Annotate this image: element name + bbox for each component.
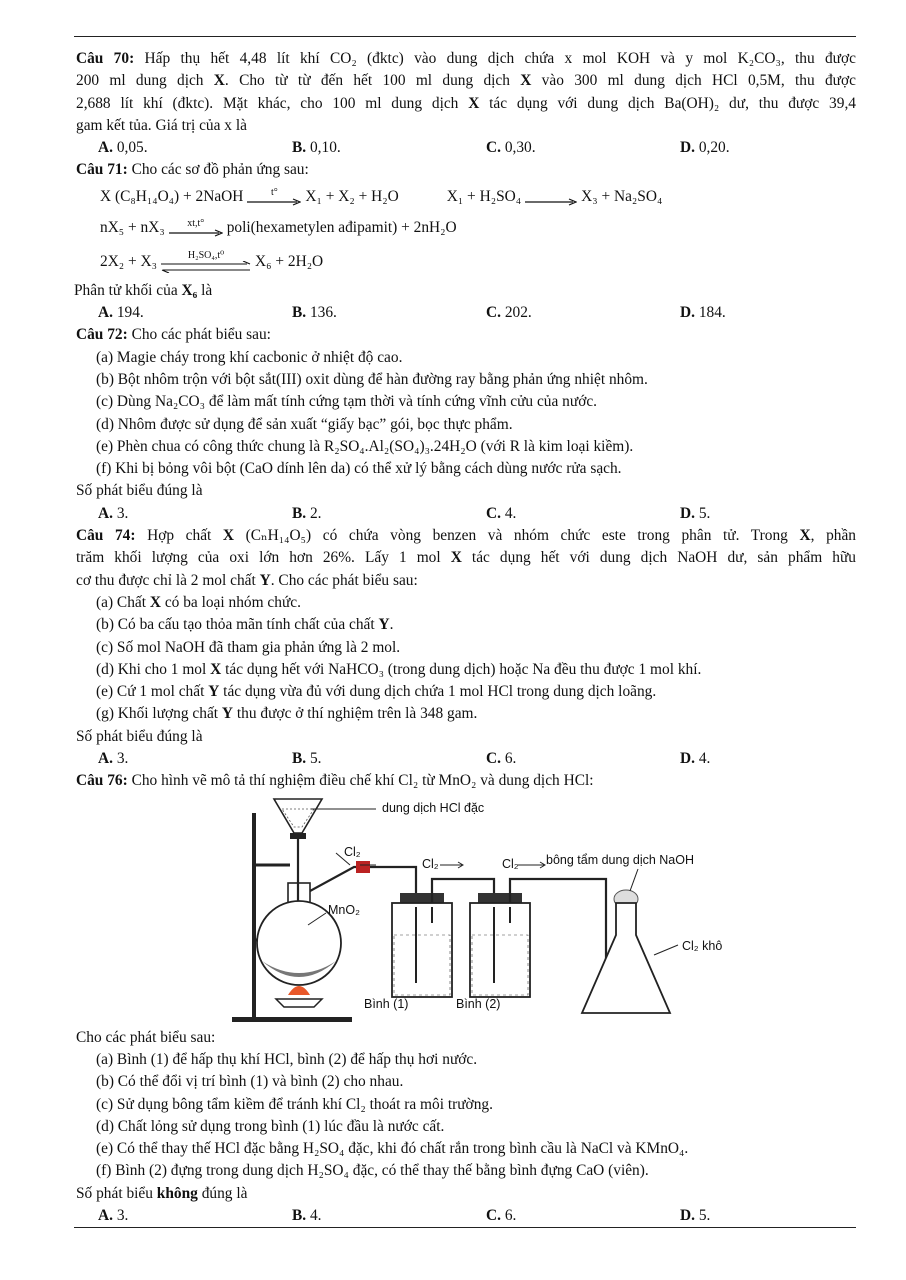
q71-equation-row-2 [76,212,856,244]
q71-ask: Phân tử khối của X₆ là [74,281,213,299]
q76-statement-e: (e) Có thể thay thế HCl đặc bằng H₂SO₄ đặc, khi đó chất rắn trong bình cầu là NaCl và KMnO₄. [96,1140,689,1158]
eq4-reversible-arrow: H₂SO₄,t⁰ [161,251,251,273]
flame [288,986,310,995]
q76-option-d[interactable]: D. 5. [680,1206,711,1224]
question-70 [76,48,856,159]
eq4-right: X₆ + 2H₂O [255,252,324,270]
bottom-rule [74,1227,856,1228]
q72-statement-b: (b) Bột nhôm trộn với bột sắt(III) oxit dùng để hàn đường ray bằng phản ứng nhiệt nhôm. [96,370,648,388]
label-cl2-1: Cl₂ [344,844,361,859]
q70-option-b[interactable]: B. 0,10. [292,139,341,157]
q72-ask: Số phát biểu đúng là [76,482,203,500]
label-bottle-2: Bình (2) [456,996,501,1011]
question-76 [76,770,856,1227]
q74-line-2: trăm khối lượng của oxi lớn hơn 26%. Lấy 1 mol X tác dụng hết với dung dịch NaOH dư, sản phẩm hữu [76,549,856,567]
q71-equation-row-3 [76,244,856,280]
apparatus-drawing [226,795,726,1023]
eq1-arrow: t° [247,188,301,206]
q71-intro: Câu 71: Cho các sơ đồ phản ứng sau: [76,161,309,179]
q76-option-a[interactable]: A. 3. [98,1206,129,1224]
q74-option-a[interactable]: A. 3. [98,750,129,768]
q74-statement-a: (a) Chất X có ba loại nhóm chức. [96,593,301,611]
q71-equation-row-1 [76,182,856,212]
label-dry-cl2: Cl₂ khô [682,938,723,953]
q71-option-a[interactable]: A. 194. [98,304,144,322]
stopper-2 [478,893,522,903]
q71-option-c[interactable]: C. 202. [486,304,532,322]
label-naoh-cotton: bông tẩm dung dịch NaOH [546,852,695,867]
q74-statement-g: (g) Khối lượng chất Y thu được ở thí nghiệm trên là 348 gam. [96,705,478,723]
q72-intro: Câu 72: Cho các phát biểu sau: [76,326,271,344]
q74-line-3: cơ thu được chỉ là 2 mol chất Y. Cho các phát biểu sau: [76,571,418,589]
q72-options [76,503,856,525]
dropping-funnel [274,799,322,833]
q74-ask: Số phát biểu đúng là [76,727,203,745]
q72-option-b[interactable]: B. 2. [292,504,322,522]
label-mno2: MnO₂ [328,902,360,917]
q70-option-d[interactable]: D. 0,20. [680,139,730,157]
q74-statement-e: (e) Cứ 1 mol chất Y tác dụng vừa đủ với dung dịch chứa 1 mol HCl trong dung dịch loãng. [96,683,657,701]
q74-option-b[interactable]: B. 5. [292,750,322,768]
eq1-left: X (C₈H₁₄O₄) + 2NaOH [100,187,244,205]
q72-statement-f: (f) Khi bị bỏng vôi bột (CaO dính lên da) có thể xử lý bằng cách dùng nước rửa sạch. [96,460,622,478]
funnel-stopcock [290,833,306,839]
question-71 [76,159,856,324]
rubber-joint-1 [356,861,370,873]
q76-statement-d: (d) Chất lỏng sử dụng trong bình (1) lúc đầu là nước cất. [96,1117,445,1135]
q71-option-d[interactable]: D. 184. [680,304,726,322]
q72-option-a[interactable]: A. 3. [98,504,129,522]
q70-line-4: gam kết tủa. Giá trị của x là [76,116,247,134]
stand-base [232,1017,352,1022]
label-cl2-3: Cl₂ [502,856,519,871]
eq2-left: X₁ + H₂SO₄ [446,187,522,205]
label-bottle-1: Bình (1) [364,996,409,1011]
q72-statement-c: (c) Dùng Na₂CO₃ để làm mất tính cứng tạm thời và tính cứng vĩnh cửu của nước. [96,393,598,411]
eq1-right: X₁ + X₂ + H₂O [305,187,399,205]
q76-ask: Số phát biểu không đúng là [76,1184,248,1202]
wash-bottle-1 [392,903,452,997]
q70-label: Câu 70: [76,50,135,67]
q76-option-c[interactable]: C. 6. [486,1206,517,1224]
q70-line-2: 200 ml dung dịch X. Cho từ từ đến hết 100 ml dung dịch X vào 300 ml dung dịch HCl 0,5M, thu được [76,72,856,90]
eq3-left: nX₅ + nX₃ [100,218,165,236]
q72-statement-e: (e) Phèn chua có công thức chung là R₂SO₄.Al₂(SO₄)₃.24H₂O (với R là kim loại kiềm). [96,437,634,455]
q71-option-b[interactable]: B. 136. [292,304,337,322]
top-rule [74,36,856,37]
stopper-1 [400,893,444,903]
exam-page [76,48,856,1227]
eq2-arrow [525,188,577,206]
eq3-arrow: xt,t° [169,219,223,237]
q74-line-1: Câu 74: Hợp chất X (CₙH₁₄O₅) có chứa vòng benzen và nhóm chức este trong phân tử. Trong X, phần [76,527,856,545]
q76-options [76,1205,856,1227]
q72-option-d[interactable]: D. 5. [680,504,711,522]
q70-line-1: Câu 70: Hấp thụ hết 4,48 lít khí CO₂ (đktc) vào dung dịch chứa x mol KOH và y mol K₂CO₃, thu được [76,50,856,67]
label-hcl: dung dịch HCl đặc [382,800,485,815]
q76-statement-a: (a) Bình (1) để hấp thụ khí HCl, bình (2) để hấp thụ hơi nước. [96,1050,478,1068]
collection-flask [582,903,670,1013]
q74-statement-d: (d) Khi cho 1 mol X tác dụng hết với NaHCO₃ (trong dung dịch) hoặc Na đều thu được 1 mol khí. [96,660,702,678]
q76-intro-2: Cho các phát biểu sau: [76,1028,216,1046]
q74-option-d[interactable]: D. 4. [680,750,711,768]
q76-statement-c: (c) Sử dụng bông tẩm kiềm để tránh khí Cl₂ thoát ra môi trường. [96,1095,493,1113]
q71-options [76,302,856,324]
q74-statement-c: (c) Số mol NaOH đã tham gia phản ứng là 2 mol. [96,638,401,656]
q76-intro: Câu 76: Cho hình vẽ mô tả thí nghiệm điều chế khí Cl₂ từ MnO₂ và dung dịch HCl: [76,772,594,790]
q72-option-c[interactable]: C. 4. [486,504,517,522]
chlorine-apparatus-diagram [76,795,856,1023]
eq2-right: X₃ + Na₂SO₄ [581,187,663,205]
question-72 [76,324,856,525]
q70-option-c[interactable]: C. 0,30. [486,139,536,157]
eq3-right: poli(hexametylen ađipamit) + 2nH₂O [226,218,457,236]
q70-line-3: 2,688 lít khí (đktc). Mặt khác, cho 100 ml dung dịch X tác dụng với dung dịch Ba(OH)₂ dư, thu được 39,4 [76,94,856,112]
q72-statement-d: (d) Nhôm được sử dụng để sản xuất “giấy bạc” gói, bọc thực phẩm. [96,415,513,433]
q74-statement-b: (b) Có ba cấu tạo thỏa mãn tính chất của chất Y. [96,616,394,634]
q76-option-b[interactable]: B. 4. [292,1206,322,1224]
q70-option-a[interactable]: A. 0,05. [98,139,148,157]
q72-statement-a: (a) Magie cháy trong khí cacbonic ở nhiệt độ cao. [96,348,403,366]
eq4-left: 2X₂ + X₃ [100,252,158,270]
q76-statement-b: (b) Có thể đổi vị trí bình (1) và bình (2) cho nhau. [96,1073,404,1091]
q76-statement-f: (f) Bình (2) đựng trong dung dịch H₂SO₄ đặc, có thể thay thế bằng bình đựng CaO (viên). [96,1162,649,1180]
label-cl2-2: Cl₂ [422,856,439,871]
q74-options [76,748,856,770]
question-74 [76,525,856,770]
q74-option-c[interactable]: C. 6. [486,750,517,768]
wash-bottle-2 [470,903,530,997]
q70-options [76,137,856,159]
alcohol-burner [276,999,322,1007]
